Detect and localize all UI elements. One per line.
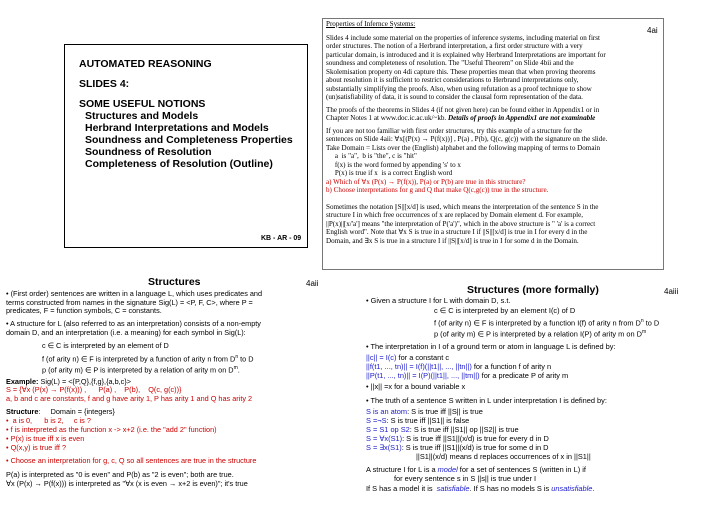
example-sentences: S = {∀x (P(x) → P(f(x))) , P(a) , P(b), Q(c, g(c))} <box>6 385 182 394</box>
model-definition: A structure I for L is a model for a set of sentences S (written in L) if <box>366 465 586 474</box>
slide-title: Structures (more formally) <box>467 284 599 296</box>
truth-connective: S = S1 op S2: S is true iff ||S1|| op ||S2|| is true <box>366 425 519 434</box>
model-definition-cont: for every sentence s in S ||s|| is true under I <box>394 474 537 483</box>
not-examinable-note: Details of proofs in Appendix1 are not examinable <box>447 114 596 123</box>
mapping-predicate: p (of arity m) ∈ P is interpreted by a relation of arity m on $D^m$. <box>42 365 240 375</box>
term-interpretation-intro: • The interpretation in I of a ground term or atom in language L is defined by: <box>366 342 616 351</box>
interpretation-explanation: P(a) is interpreted as "0 is even" and P(b) as "2 is even"; both are true. ∀x (P(x) → P(f(x))) is interpreted as "∀x (x is even → x+2 is even)"; it's true <box>6 470 248 488</box>
choose-instruction: • Choose an interpretation for g, c, Q so all sentences are true in the structure <box>6 456 257 465</box>
course-title: AUTOMATED REASONING <box>79 58 212 70</box>
substitution-note: ||S1||(x/d) means d replaces occurrences of x in ||S1|| <box>416 452 591 461</box>
mapping-constant: c ∈ C is interpreted by an element I(c) of D <box>434 306 576 315</box>
slide-title: Structures <box>148 276 201 288</box>
structure-item: • a is 0, b is 2, c is ? <box>6 416 91 425</box>
notes-paragraph: The proofs of the theorems in Slides 4 (if not given here) can be found either in Appendix1 or in Chapter Notes 1 at www.doc.ic.ac.uk/~kb. Details of proofs in Appendix1 are not examinable <box>326 106 600 123</box>
given-structure: • Given a structure I for L with domain D, s.t. <box>366 296 511 305</box>
mapping-function: f (of arity n) ∈ F is interpreted by a function I(f) of arity n from $D^n$ to D <box>434 318 660 328</box>
truth-forall: S = ∀x(S1): S is true iff ||S1||(x/d) is true for every d in D <box>366 434 549 443</box>
notes-paragraph: Sometimes the notation ||S||[x/d] is used, which means the interpretation of the sentence S in the structure I in which free occurrences of x are replaced by Domain element d. For example, ||P(x)||[x/'a'] means "the interpretation of P('a')", which in the above structure is " 'a' is a correct English word". Note that ∀x S is true in a structure I if ||S||[x/d] is true in I for every d in the Domain, and ∃x S is true in a structure I if ||S||[x/d] is true in I for some d in the Domain. <box>326 203 599 245</box>
rule-constant: ||c|| = I(c) for a constant c <box>366 353 450 362</box>
page-number: 4aii <box>306 279 319 288</box>
mapping-constant: c ∈ C is interpreted by an element of D <box>42 341 169 350</box>
structure-item: • Q(x,y) is true iff ? <box>6 443 67 452</box>
truth-intro: • The truth of a sentence S written in L under interpretation I is defined by: <box>366 396 607 405</box>
structure-item: • f is interpreted as the function x -> x+2 (i.e. the "add 2" function) <box>6 425 217 434</box>
title-slide <box>64 44 308 248</box>
toc-item: Completeness of Resolution (Outline) <box>85 158 273 170</box>
question-a: a) Which of ∀x (P(x) → P(f(x)), P(a) or P(b) are true in this structure? <box>326 177 526 186</box>
rule-predicate: ||P(t1, ..., tn)|| = I(P)(||t1||, ..., ||tm||) for a predicate P of arity m <box>366 371 569 380</box>
notions-heading: SOME USEFUL NOTIONS <box>79 98 206 110</box>
rule-variable: • ||x|| =x for a bound variable x <box>366 382 466 391</box>
question-b: b) Choose interpretations for g and Q that make Q(c,g(c)) true in the structure. <box>326 186 549 195</box>
bullet-sentences: • (First order) sentences are written in a language L, which uses predicates and terms constructed from names in the signature Sig(L) = <P, F, C>, where P = predicates, F = function symbols, C = constants. <box>6 289 263 316</box>
slides-label: SLIDES 4: <box>79 78 130 90</box>
rule-function: ||f(t1, ..., tn)|| = I(f)(||t1||, ..., ||tn||) for a function f of arity n <box>366 362 552 371</box>
toc-item: Structures and Models <box>85 110 199 122</box>
mapping-predicate: p (of arity m) ∈ P is interpreted by a relation I(P) of arity m on $D^m$ <box>434 329 647 339</box>
structure-item: • P(x) is true iff x is even <box>6 434 85 443</box>
bullet-structure: • A structure for L (also referred to as an interpretation) consists of a non-empty domain D, and an interpretation (i.e. a meaning) for each symbol in Sig(L): <box>6 319 261 337</box>
page-number: 4aiii <box>664 287 679 296</box>
satisfiability-definition: If S has a model it is satisfiable. If S has no models S is unsatisfiable. <box>366 484 595 493</box>
toc-item: Soundness of Resolution <box>85 146 212 158</box>
mapping-function: f (of arity n) ∈ F is interpreted by a function of arity n from $D^n$ to D <box>42 354 254 364</box>
notes-paragraph: If you are not too familiar with first order structures, try this example of a structure for the sentences on Slide 4aii: ∀x[(P(x) → P(f(x))] , P(a) , P(b), Q(c, g(c)) with the signature on the slide. Take Domain = Lists over the (English) alphabet and the following mapping of terms to Domain a is "a", b is "the", c is "hit" f(x) is the word formed by appending 's' to x P(x) is true if x is a correct English word a) Which of ∀x (P(x) → P(f(x)), P(a) or P(b) are true in this structure? b) Choose interpretations for g and Q that make Q(c,g(c)) true in the structure. <box>326 127 660 195</box>
truth-exists: S = ∃x(S1): S is true iff ||S1||(x/d) is true for some d in D <box>366 443 549 452</box>
example-arity: a, b and c are constants, f and g have arity 1, P has arity 1 and Q has arity 2 <box>6 394 253 403</box>
toc-item: Soundness and Completeness Properties <box>85 134 293 146</box>
example-signature: Example: Sig(L) = <{P,Q},{f,g},{a,b,c}> <box>6 377 132 386</box>
toc-item: Herbrand Interpretations and Models <box>85 122 269 134</box>
truth-atom: S is an atom: S is true iff ||S|| is true <box>366 407 483 416</box>
notes-paragraph: Slides 4 include some material on the properties of inference systems, including material on first order structures. The notion of a Herbrand interpretation, a first order structure with a very particular domain, is introduced and it is explained why Herbrand Interpretations are important for soundness and completeness of resolution. The "Useful Theorem" on Slide 4bii and the Skolemisation property on 4di capture this. These properties mean that when proving theorems about resolution it is sufficient to restrict considerations to Herbrand interpretations only, substantially simplifying the proofs. Also, when using refutation as a proof technique to show (un)satisfiability of data, it is sound to consider the clausal form representation of the data. <box>326 34 606 102</box>
slide-footer: KB - AR - 09 <box>261 235 302 242</box>
notes-title: Properties of Infernce Systems: <box>326 20 416 28</box>
page-number: 4ai <box>647 26 658 35</box>
truth-negation: S =¬S: S is true iff ||S1|| is false <box>366 416 470 425</box>
structure-domain: Structure: Domain = {integers} <box>6 407 115 416</box>
